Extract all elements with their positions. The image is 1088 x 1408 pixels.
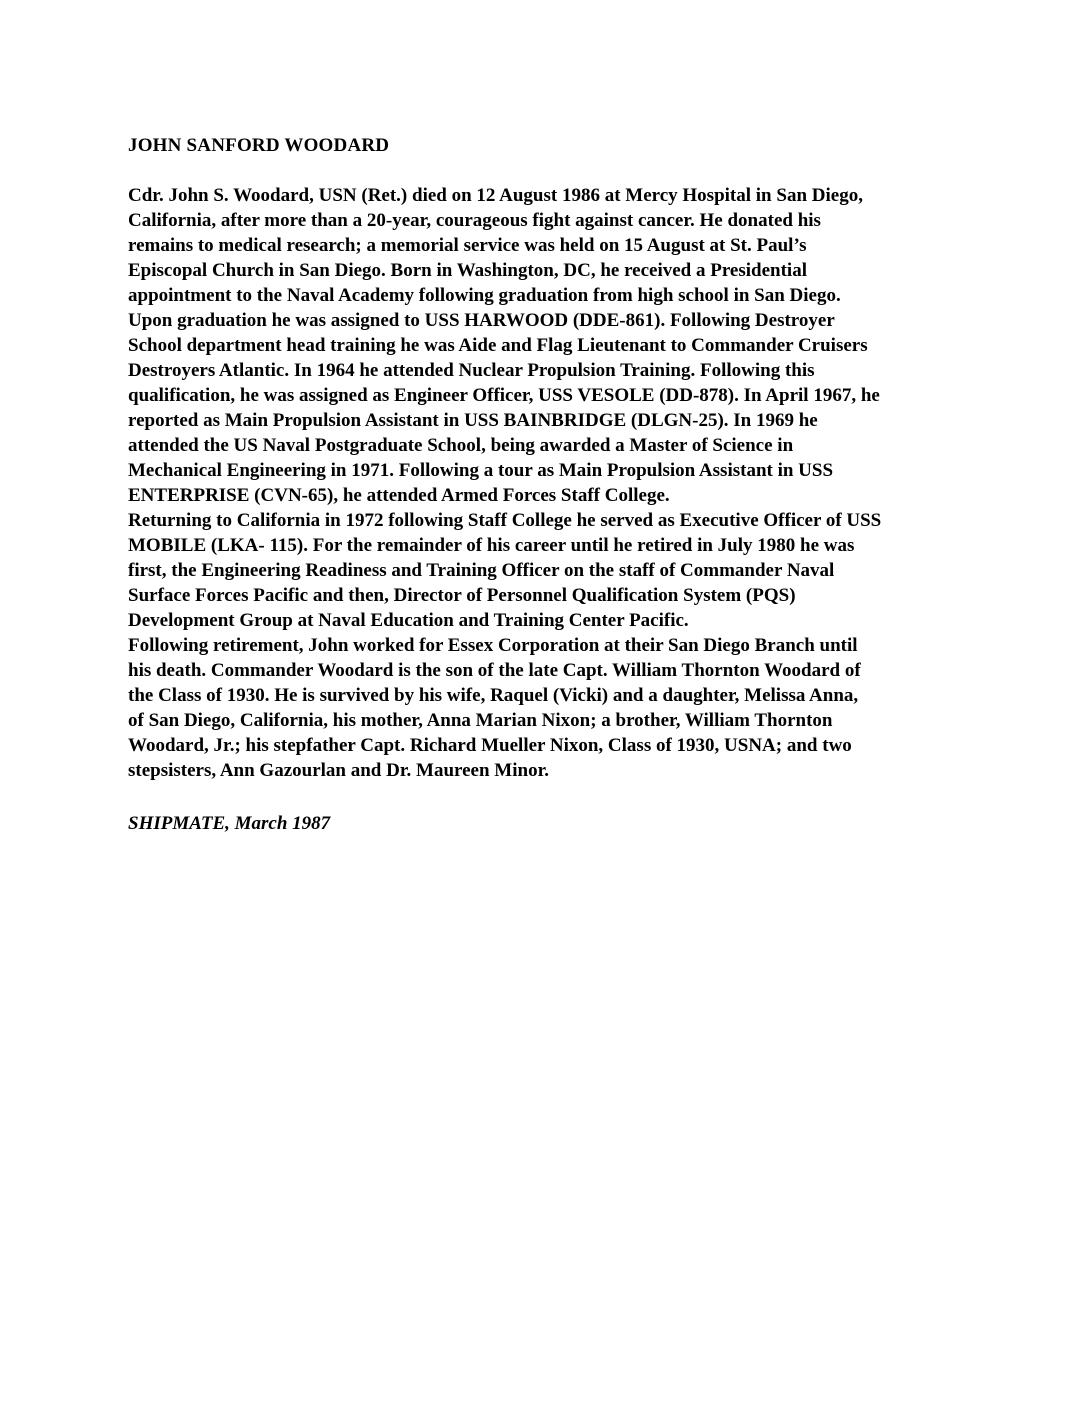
body-line: Upon graduation he was assigned to USS HARWOOD (DDE-861). Following Destroyer xyxy=(128,310,835,331)
body-line: his death. Commander Woodard is the son of the late Capt. William Thornton Woodard of xyxy=(128,660,861,681)
source-citation: SHIPMATE, March 1987 xyxy=(128,813,331,834)
body-line: Returning to California in 1972 following Staff College he served as Executive Officer of USS xyxy=(128,510,882,531)
body-line: Following retirement, John worked for Essex Corporation at their San Diego Branch until xyxy=(128,635,858,656)
body-line: Development Group at Naval Education and Training Center Pacific. xyxy=(128,610,689,631)
body-line: the Class of 1930. He is survived by his wife, Raquel (Vicki) and a daughter, Melissa Anna, xyxy=(128,685,859,706)
body-line: MOBILE (LKA- 115). For the remainder of his career until he retired in July 1980 he was xyxy=(128,535,855,556)
body-line: Cdr. John S. Woodard, USN (Ret.) died on 12 August 1986 at Mercy Hospital in San Diego, xyxy=(128,185,863,206)
body-line: appointment to the Naval Academy following graduation from high school in San Diego. xyxy=(128,285,841,306)
document-title: JOHN SANFORD WOODARD xyxy=(128,135,390,156)
body-line: remains to medical research; a memorial service was held on 15 August at St. Paul’s xyxy=(128,235,807,256)
body-line: Mechanical Engineering in 1971. Following a tour as Main Propulsion Assistant in USS xyxy=(128,460,834,481)
body-line: Surface Forces Pacific and then, Director of Personnel Qualification System (PQS) xyxy=(128,585,796,606)
obituary-content xyxy=(128,133,998,836)
obituary-body xyxy=(128,183,998,783)
body-line: first, the Engineering Readiness and Training Officer on the staff of Commander Naval xyxy=(128,560,835,581)
body-line: attended the US Naval Postgraduate School, being awarded a Master of Science in xyxy=(128,435,794,456)
body-line: California, after more than a 20-year, courageous fight against cancer. He donated his xyxy=(128,210,821,231)
body-line: Destroyers Atlantic. In 1964 he attended Nuclear Propulsion Training. Following this xyxy=(128,360,815,381)
body-line: School department head training he was Aide and Flag Lieutenant to Commander Cruisers xyxy=(128,335,868,356)
body-line: Woodard, Jr.; his stepfather Capt. Richard Mueller Nixon, Class of 1930, USNA; and two xyxy=(128,735,852,756)
title-spacer xyxy=(128,158,998,183)
body-line: qualification, he was assigned as Engineer Officer, USS VESOLE (DD-878). In April 1967, he xyxy=(128,385,880,406)
body-line: reported as Main Propulsion Assistant in USS BAINBRIDGE (DLGN-25). In 1969 he xyxy=(128,410,818,431)
body-line: of San Diego, California, his mother, Anna Marian Nixon; a brother, William Thornton xyxy=(128,710,833,731)
footer-spacer xyxy=(128,783,998,811)
body-line: ENTERPRISE (CVN-65), he attended Armed Forces Staff College. xyxy=(128,485,670,506)
body-line: stepsisters, Ann Gazourlan and Dr. Maureen Minor. xyxy=(128,760,550,781)
body-line: Episcopal Church in San Diego. Born in Washington, DC, he received a Presidential xyxy=(128,260,807,281)
